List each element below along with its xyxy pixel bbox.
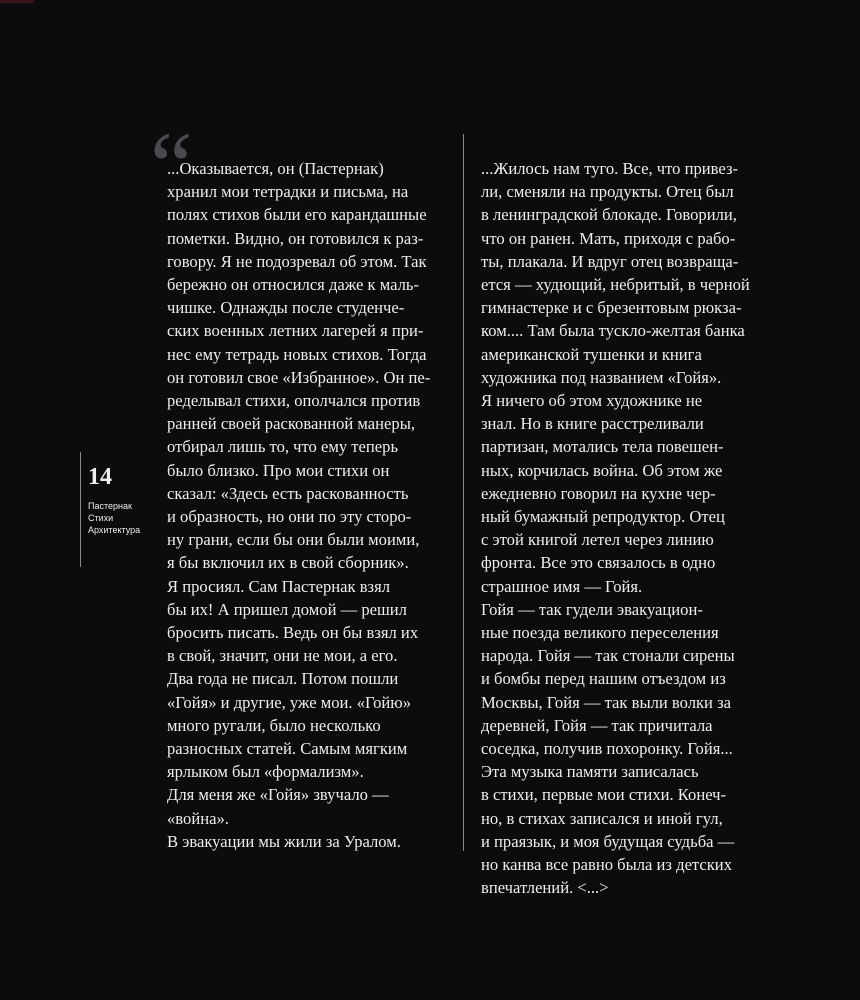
text-line: сказал: «Здесь есть раскованность — [167, 483, 409, 503]
text-line: отбирал лишь то, что ему теперь — [167, 437, 399, 457]
text-line: было близко. Про мои стихи он — [167, 460, 390, 480]
text-line: фронта. Все это связалось в одно — [481, 553, 716, 573]
text-line: ...Жилось нам туго. Все, что привез- — [481, 159, 739, 178]
text-line: и бомбы перед нашим отъездом из — [481, 669, 726, 689]
text-line: народа. Гойя — так стонали сирены — [481, 646, 735, 666]
text-line: американской тушенки и книга — [481, 344, 702, 364]
text-line: ется — худющий, небритый, в черной — [481, 275, 750, 295]
text-line: ный бумажный репродуктор. Отец — [481, 507, 725, 527]
text-line: бережно он относился даже к маль- — [167, 275, 420, 295]
text-line: что он ранен. Мать, приходя с рабо- — [481, 228, 736, 248]
text-line: полях стихов были его карандашные — [167, 205, 427, 225]
sidebar-divider — [80, 452, 81, 567]
text-line: бросить писать. Ведь он бы взял их — [167, 623, 419, 643]
text-line: «война». — [167, 808, 229, 828]
section-label-poems: Стихи — [88, 513, 114, 523]
text-line: ли, сменяли на продукты. Отец был — [481, 182, 734, 202]
text-line: знал. Но в книге расстреливали — [481, 414, 704, 434]
text-line: ты, плакала. И вдруг отец возвраща- — [481, 251, 739, 271]
text-line: Гойя — так гудели эвакуацион- — [481, 599, 703, 619]
text-line: в стихи, первые мои стихи. Конеч- — [481, 785, 727, 805]
text-line: ределывал стихи, ополчался против — [167, 391, 421, 411]
text-line: ских военных летних лагерей я при- — [167, 321, 424, 341]
text-line: но, в стихах записался и иной гул, — [481, 808, 723, 828]
text-line: ...Оказывается, он (Пастернак) — [167, 159, 384, 178]
text-line: Москвы, Гойя — так выли волки за — [481, 692, 732, 712]
text-line: партизан, мотались тела повешен- — [481, 437, 724, 457]
text-line: художника под названием «Гойя». — [481, 367, 722, 387]
text-line: разносных статей. Самым мягким — [167, 739, 408, 759]
corner-accent — [0, 0, 34, 3]
text-line: в свой, значит, они не мои, а его. — [167, 646, 398, 666]
text-line: Эта музыка памяти записалась — [481, 762, 699, 782]
quote-column-right — [481, 157, 781, 900]
text-line: страшное имя — Гойя. — [481, 576, 643, 596]
text-line: много ругали, было несколько — [167, 715, 381, 735]
text-line: ных, корчилась война. Об этом же — [481, 460, 723, 480]
text-line: деревней, Гойя — так причитала — [481, 715, 713, 735]
text-line: соседка, получив похоронку. Гойя... — [481, 739, 733, 759]
text-line: ярлыком был «формализм». — [167, 762, 364, 782]
quote-column-left — [167, 157, 445, 853]
text-line: в ленинградской блокаде. Говорили, — [481, 205, 737, 225]
text-line: ком.... Там была тускло-желтая банка — [481, 321, 745, 341]
text-line: гимнастерке и с брезентовым рюкза- — [481, 298, 742, 318]
text-line: ну грани, если бы они были моими, — [167, 530, 420, 550]
text-line: ные поезда великого переселения — [481, 623, 719, 643]
column-divider — [463, 134, 464, 851]
section-labels — [88, 500, 140, 536]
text-line: с этой книгой летел через линию — [481, 530, 714, 550]
section-label-architecture: Архитектура — [88, 525, 141, 535]
text-line: бы их! А пришел домой — решил — [167, 599, 407, 619]
text-line: Я ничего об этом художнике не — [481, 391, 703, 411]
text-line: ежедневно говорил на кухне чер- — [481, 483, 716, 503]
text-line: и праязык, и моя будущая судьба — — [481, 831, 735, 851]
section-label-author: Пастернак — [88, 501, 132, 511]
text-line: хранил мои тетрадки и письма, на — [167, 182, 409, 202]
text-line: он готовил свое «Избранное». Он пе- — [167, 367, 431, 387]
text-line: Два года не писал. Потом пошли — [167, 669, 399, 689]
text-line: Для меня же «Гойя» звучало — — [167, 785, 389, 805]
text-line: но канва все равно была из детских — [481, 855, 732, 875]
text-line: В эвакуации мы жили за Уралом. — [167, 831, 401, 851]
text-line: пометки. Видно, он готовился к раз- — [167, 228, 424, 248]
text-line: «Гойя» и другие, уже мои. «Гойю» — [167, 692, 411, 712]
text-line: нес ему тетрадь новых стихов. Тогда — [167, 344, 427, 364]
text-line: ранней своей раскованной манеры, — [167, 414, 415, 434]
text-line: я бы включил их в свой сборник». — [167, 553, 409, 573]
text-line: Я просиял. Сам Пастернак взял — [167, 576, 391, 596]
text-line: и образность, но они по эту сторо- — [167, 507, 412, 527]
page-number: 14 — [88, 464, 112, 490]
quote-mark-icon: “ — [150, 112, 193, 219]
text-line: впечатлений. <...> — [481, 878, 609, 898]
text-line: чишке. Однажды после студенче- — [167, 298, 405, 318]
text-line: говору. Я не подозревал об этом. Так — [167, 251, 427, 271]
